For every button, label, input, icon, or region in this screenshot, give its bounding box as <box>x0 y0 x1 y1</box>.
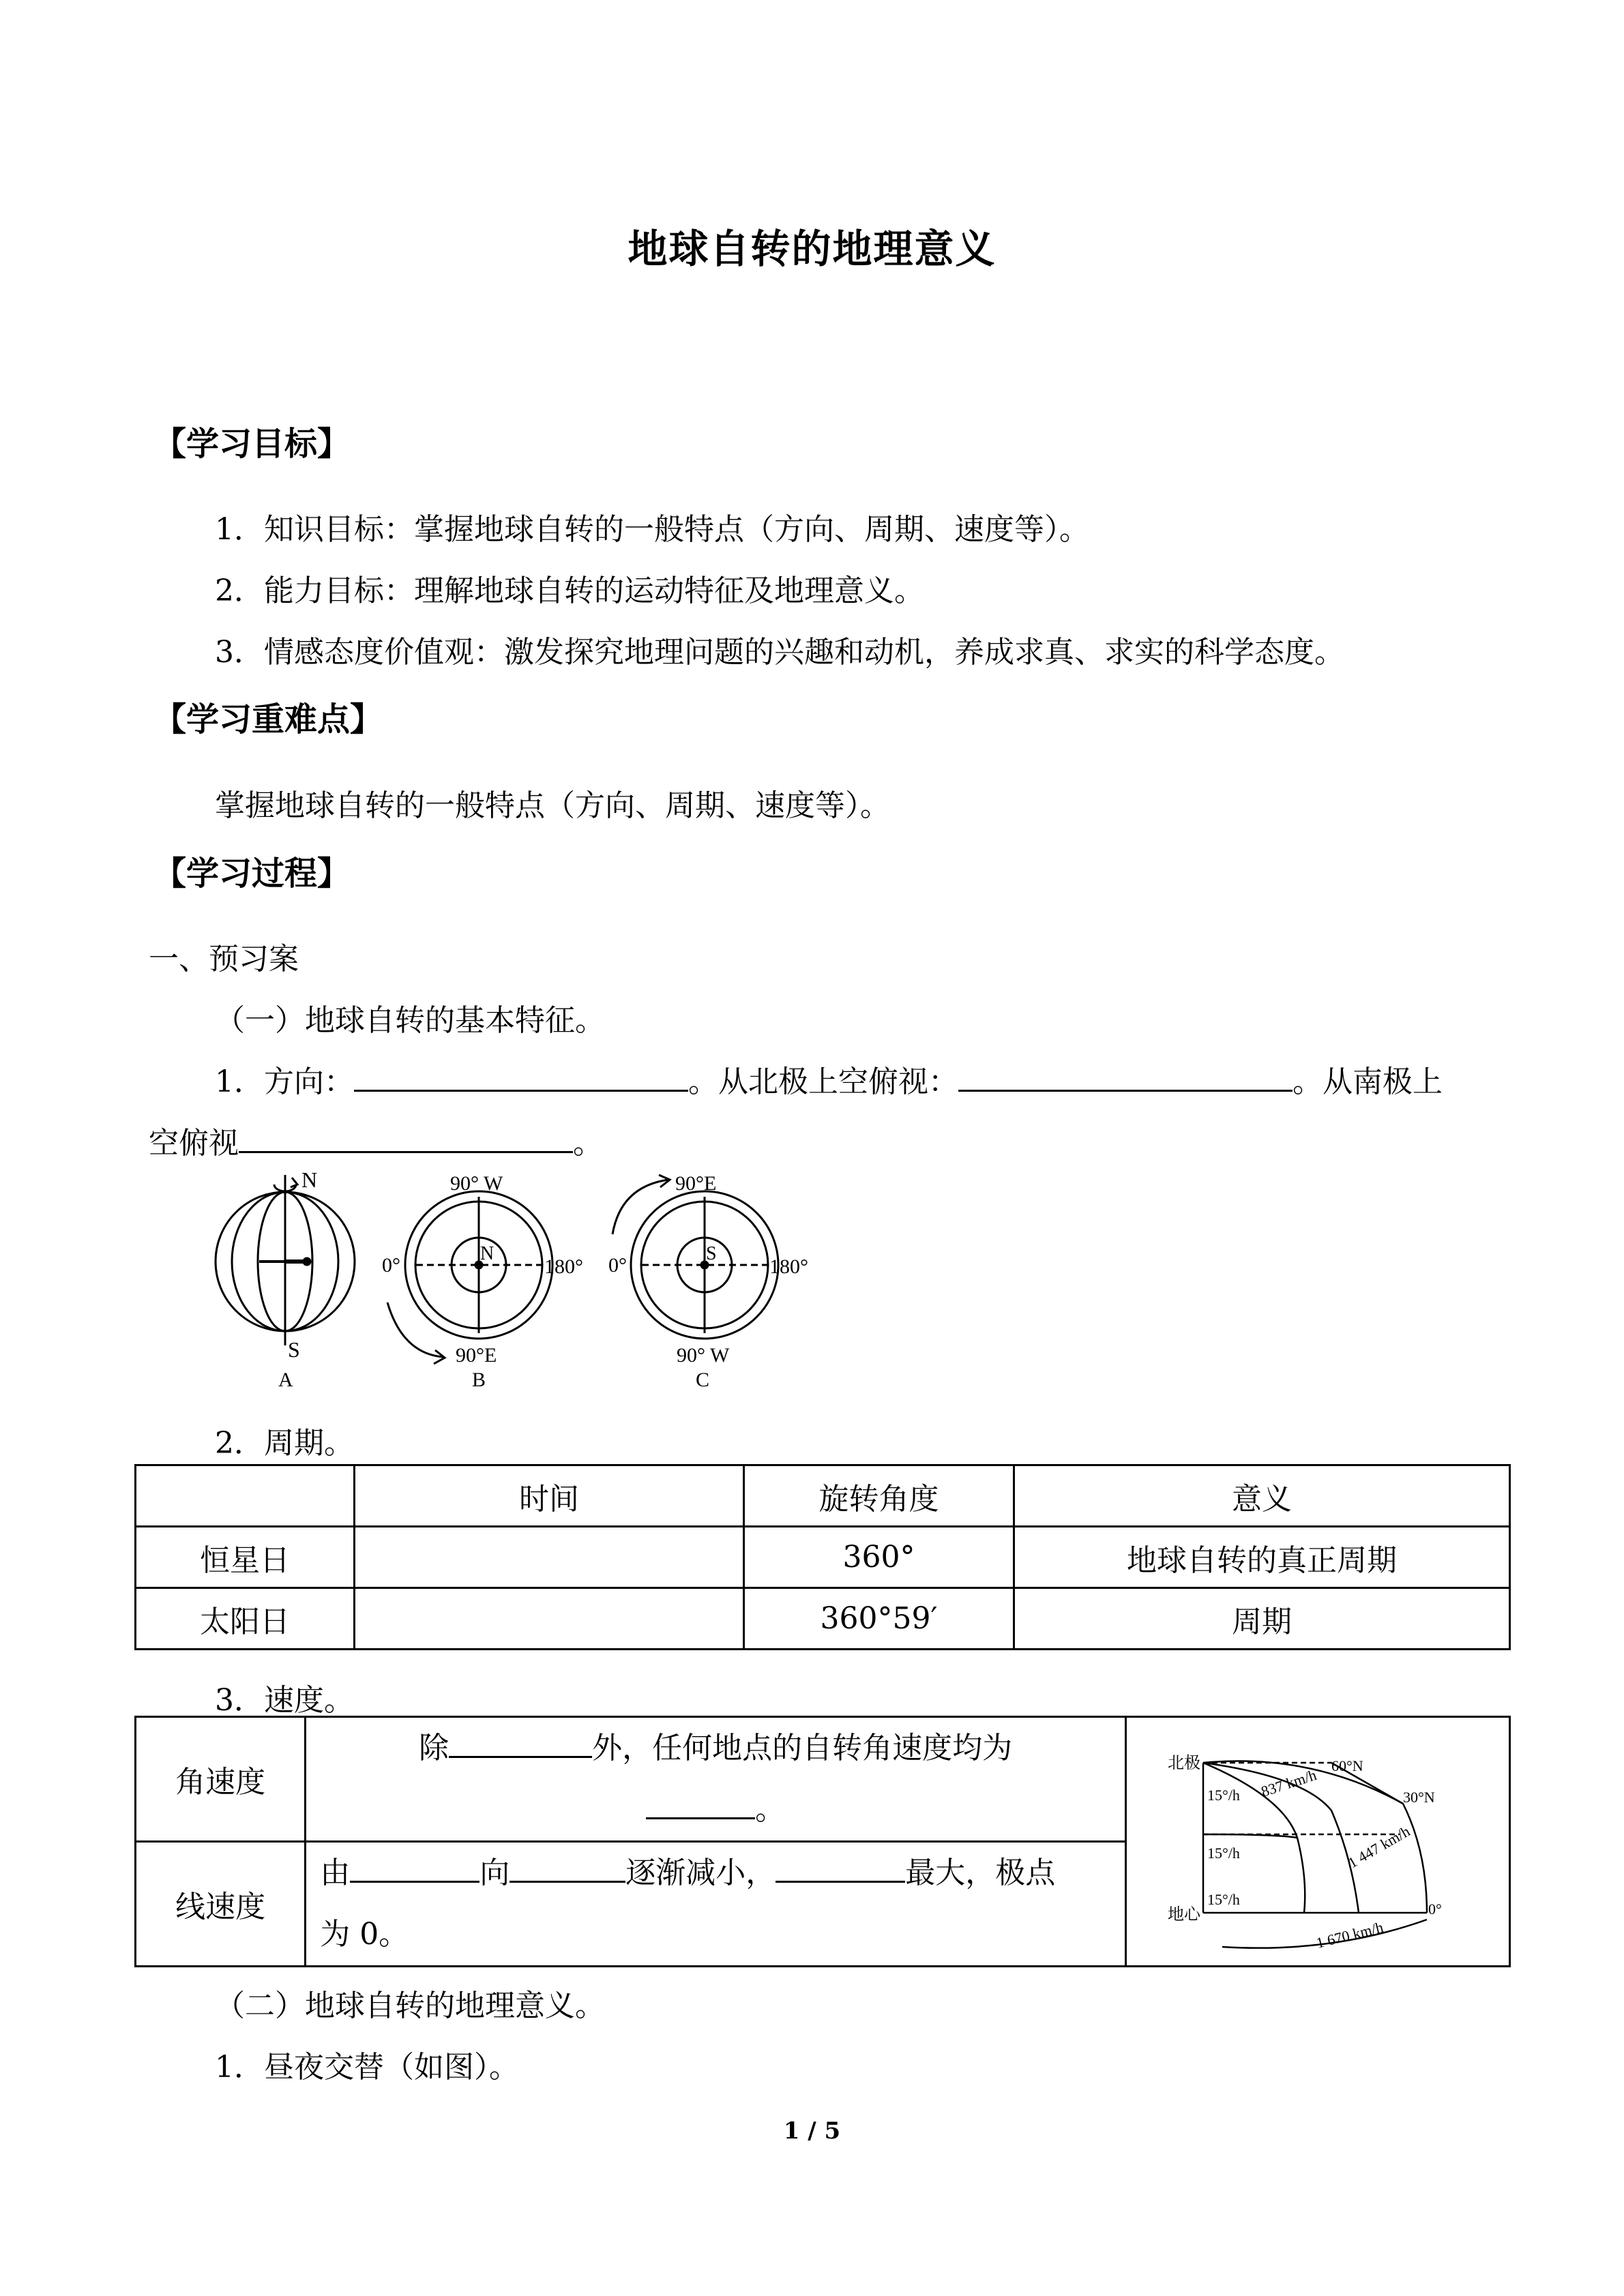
period-cell: 太阳日 <box>136 1588 355 1650</box>
goal-item: 2．能力目标：理解地球自转的运动特征及地理意义。 <box>215 573 924 608</box>
angular-label: 角速度 <box>136 1717 306 1842</box>
table-row <box>136 1588 1510 1650</box>
linear-blank-2[interactable] <box>510 1853 625 1883</box>
period-cell: 恒星日 <box>136 1527 355 1588</box>
period-header: 时间 <box>355 1465 744 1527</box>
fig-v0: 1 670 km/h <box>1314 1918 1385 1952</box>
linear-e: 为 0。 <box>320 1917 409 1952</box>
figure-caption-c: C <box>696 1369 710 1391</box>
angular-b: 外，任何地点的自转角速度均为 <box>592 1731 1013 1765</box>
sidereal-time-cell[interactable] <box>355 1527 744 1588</box>
globe-a <box>216 1175 355 1345</box>
table-row <box>136 1527 1510 1588</box>
period-header: 意义 <box>1014 1465 1510 1527</box>
period-label: 2．周期。 <box>215 1426 354 1461</box>
speed-table <box>134 1716 1511 1967</box>
speed-label: 3．速度。 <box>215 1683 354 1718</box>
polar-view-c <box>612 1175 778 1339</box>
fig-lat60: 60°N <box>1331 1757 1363 1774</box>
direction-line2-end: 。 <box>573 1126 603 1161</box>
fig-north-pole: 北极 <box>1168 1755 1200 1772</box>
north-view-blank[interactable] <box>958 1062 1293 1092</box>
linear-d: 最大，极点 <box>905 1855 1056 1890</box>
fig-v60: 837 km/h <box>1258 1766 1319 1800</box>
fig-lat30: 30°N <box>1403 1789 1435 1806</box>
fig-ang1: 15°/h <box>1207 1787 1240 1804</box>
c-right: 180° <box>769 1255 808 1278</box>
linear-label: 线速度 <box>136 1842 306 1967</box>
preview-sub2: （二）地球自转的地理意义。 <box>215 1988 605 2023</box>
preview-sub1: （一）地球自转的基本特征。 <box>215 1003 605 1038</box>
direction-line2-start: 空俯视 <box>149 1126 239 1161</box>
period-cell: 地球自转的真正周期 <box>1014 1527 1510 1588</box>
section-goals: 【学习目标】 <box>153 425 351 463</box>
fig-ang3: 15°/h <box>1207 1891 1240 1908</box>
direction-mid: 。从北极上空俯视： <box>688 1064 958 1099</box>
c-top: 90°E <box>675 1172 717 1195</box>
b-bottom: 90°E <box>456 1344 497 1367</box>
section-process: 【学习过程】 <box>153 854 351 893</box>
preview-heading: 一、预习案 <box>149 942 299 976</box>
fig-center: 地心 <box>1168 1906 1200 1924</box>
linear-a: 由 <box>320 1855 351 1890</box>
section-key-points: 【学习重难点】 <box>153 700 383 739</box>
figure-caption-a: A <box>278 1369 293 1391</box>
b-center: N <box>480 1243 494 1264</box>
linear-b: 向 <box>479 1855 510 1890</box>
angular-c: 。 <box>755 1792 786 1827</box>
direction-blank[interactable] <box>354 1062 688 1092</box>
figure-caption-b: B <box>472 1369 486 1391</box>
key-point-text: 掌握地球自转的一般特点（方向、周期、速度等）。 <box>215 788 890 823</box>
fig-v30: 1 447 km/h <box>1345 1822 1413 1872</box>
south-view-blank[interactable] <box>239 1124 573 1153</box>
page-number: 1 / 5 <box>783 2117 841 2145</box>
direction-line <box>215 1057 1443 1101</box>
angular-cell <box>306 1717 1126 1842</box>
solar-time-cell[interactable] <box>355 1588 744 1650</box>
goal-item: 3．情感态度价值观：激发探究地理问题的兴趣和动机，养成求真、求实的科学态度。 <box>215 635 1344 670</box>
b-top: 90° W <box>450 1172 503 1195</box>
linear-blank-1[interactable] <box>350 1853 479 1883</box>
period-cell: 360°59′ <box>744 1588 1014 1650</box>
c-center: S <box>706 1243 717 1264</box>
angular-blank-1[interactable] <box>449 1729 592 1758</box>
goal-item: 1．知识目标：掌握地球自转的一般特点（方向、周期、速度等）。 <box>215 512 1089 547</box>
angular-a: 除 <box>419 1731 449 1765</box>
globe-a-n: N <box>301 1169 318 1192</box>
linear-blank-3[interactable] <box>776 1853 905 1883</box>
linear-speed-figure <box>1127 1722 1509 1954</box>
direction-line2 <box>149 1118 603 1162</box>
polar-view-b <box>387 1191 552 1364</box>
direction-end: 。从南极上 <box>1293 1064 1443 1099</box>
b-left: 0° <box>382 1254 400 1277</box>
rotation-direction-figure <box>198 1169 825 1395</box>
direction-label: 1．方向： <box>215 1064 354 1099</box>
period-header: 旋转角度 <box>744 1465 1014 1527</box>
fig-lat0: 0° <box>1428 1900 1442 1918</box>
speed-figure-cell <box>1126 1717 1510 1967</box>
fig-ang2: 15°/h <box>1207 1845 1240 1862</box>
period-table <box>134 1464 1511 1650</box>
c-left: 0° <box>608 1254 627 1277</box>
period-cell: 周期 <box>1014 1588 1510 1650</box>
b-right: 180° <box>544 1255 583 1278</box>
page-title: 地球自转的地理意义 <box>628 226 996 272</box>
globe-a-s: S <box>288 1337 300 1362</box>
c-bottom: 90° W <box>677 1344 730 1367</box>
period-cell: 360° <box>744 1527 1014 1588</box>
linear-cell <box>306 1842 1126 1967</box>
linear-c: 逐渐减小， <box>625 1855 776 1890</box>
angular-blank-2[interactable] <box>646 1790 755 1819</box>
daynight-item: 1．昼夜交替（如图）。 <box>215 2050 519 2085</box>
period-header <box>136 1465 355 1527</box>
